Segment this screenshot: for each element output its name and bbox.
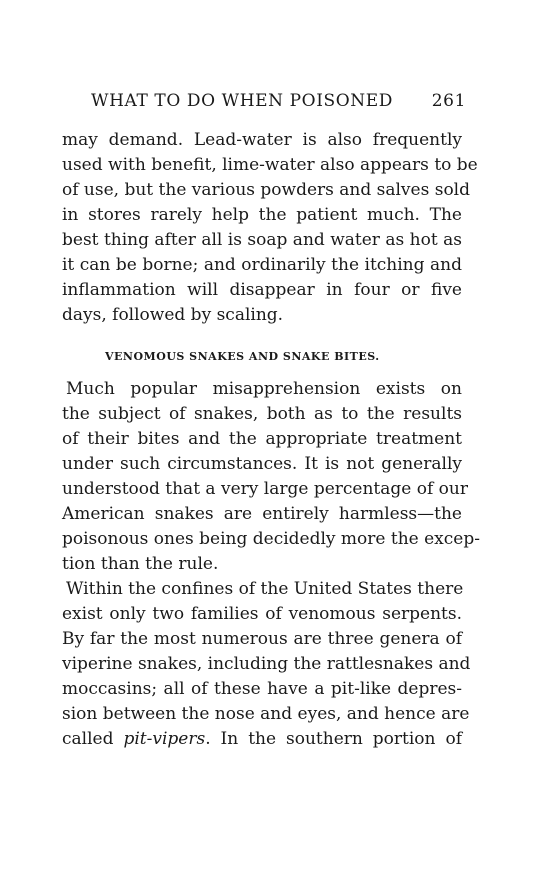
text-line: poisonous ones being decidedly more the excep-	[62, 529, 480, 549]
italic-term: pit-vipers	[123, 729, 206, 749]
text-line: understood that a very large percentage of our	[62, 479, 468, 499]
text-line: may demand. Lead-water is also frequently	[62, 130, 462, 150]
text-line: in stores rarely help the patient much. The	[62, 205, 462, 225]
text-line: the subject of snakes, both as to the results	[62, 404, 462, 424]
text-line: exist only two families of venomous serpents.	[62, 604, 462, 624]
text-line: moccasins; all of these have a pit-like depres-	[62, 679, 462, 699]
text-line: viperine snakes, including the rattlesnakes and	[62, 654, 471, 674]
text-line: used with benefit, lime-water also appears to be	[62, 155, 478, 175]
text-line: days, followed by scaling.	[62, 305, 284, 325]
section-heading: VENOMOUS SNAKES AND SNAKE BITES.	[105, 350, 380, 363]
text-line	[62, 727, 462, 752]
text-line: tion than the rule.	[62, 554, 219, 574]
running-title: WHAT TO DO WHEN POISONED	[91, 91, 394, 111]
text-line: sion between the nose and eyes, and hence are	[62, 704, 470, 724]
page-number: 261	[431, 91, 466, 111]
text-line: Much popular misapprehension exists on	[66, 379, 462, 399]
text-segment: . In the southern portion of	[205, 729, 462, 749]
running-header	[91, 91, 466, 111]
text-line: American snakes are entirely harmless—the	[62, 504, 462, 524]
text-line: it can be borne; and ordinarily the itching and	[62, 255, 462, 275]
text-line: inflammation will disappear in four or five	[62, 280, 462, 300]
text-line: of use, but the various powders and salves sold	[62, 180, 470, 200]
text-line: of their bites and the appropriate treatment	[62, 429, 462, 449]
text-line: Within the confines of the United States there	[66, 579, 464, 599]
text-line: best thing after all is soap and water as hot as	[62, 230, 462, 250]
text-segment: called	[62, 729, 124, 749]
text-line: By far the most numerous are three genera of	[62, 629, 462, 649]
text-line: under such circumstances. It is not generally	[62, 454, 462, 474]
